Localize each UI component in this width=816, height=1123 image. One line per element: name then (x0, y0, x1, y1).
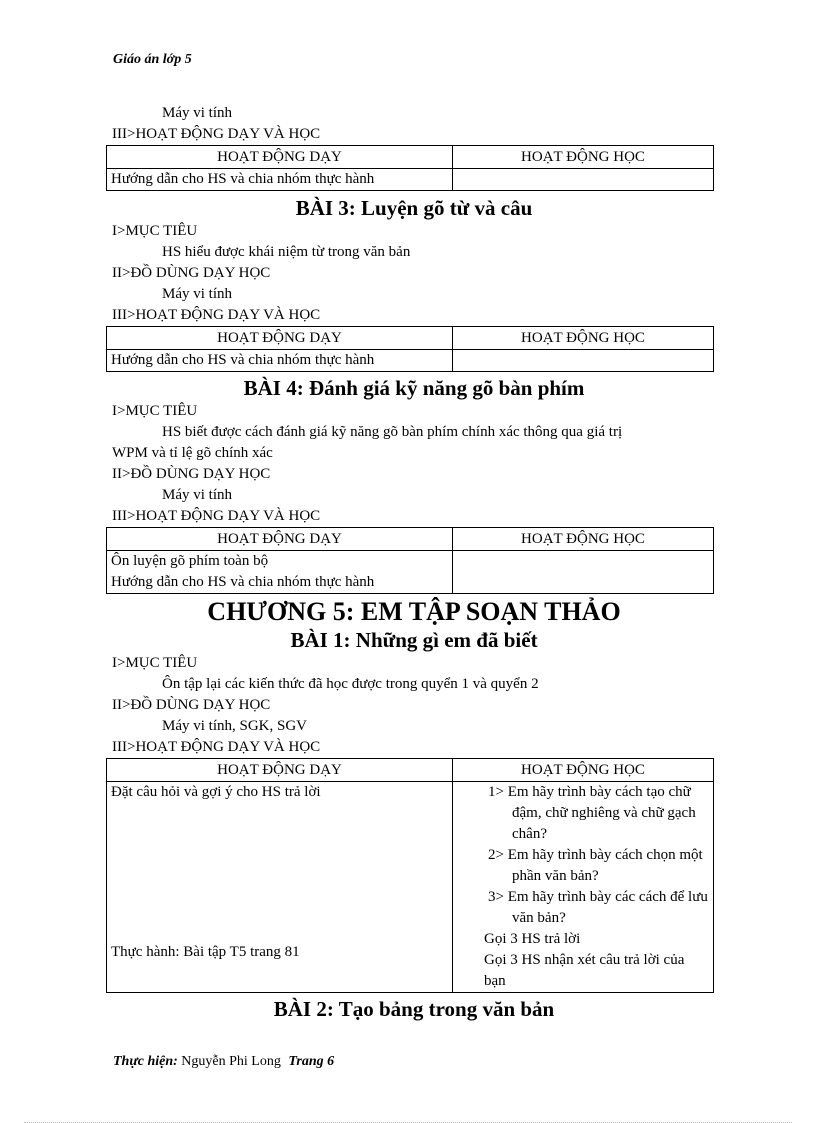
learn-column-header: HOẠT ĐỘNG HỌC (453, 146, 714, 169)
tools-heading: II>ĐỒ DÙNG DẠY HỌC (112, 697, 271, 713)
tools-heading: II>ĐỒ DÙNG DẠY HỌC (112, 265, 271, 281)
teach-column-header: HOẠT ĐỘNG DẠY (107, 528, 453, 551)
document-body (112, 103, 716, 1022)
activities-heading: III>HOẠT ĐỘNG DẠY VÀ HỌC (112, 739, 321, 755)
footer-author: Nguyễn Phi Long (181, 1054, 281, 1069)
goal-text: HS hiểu được khái niệm từ trong văn bản (162, 244, 411, 260)
page-header: Giáo án lớp 5 (113, 52, 192, 67)
activity-table-3 (106, 527, 714, 594)
question-item-1: 1> Em hãy trình bày cách tạo chữ đậm, chữ nghiêng và chữ gạch chân? (488, 784, 696, 842)
learn-column-header: HOẠT ĐỘNG HỌC (453, 528, 714, 551)
learn-call-students: Gọi 3 HS trả lời (484, 931, 581, 947)
activities-heading: III>HOẠT ĐỘNG DẠY VÀ HỌC (112, 307, 321, 323)
lesson-1-title: BÀI 1: Những gì em đã biết (290, 628, 538, 652)
tools-text: Máy vi tính, SGK, SGV (162, 718, 308, 734)
learn-cell (453, 782, 714, 993)
learn-review: Gọi 3 HS nhận xét câu trả lời của bạn (484, 952, 685, 989)
activity-table-2 (106, 326, 714, 372)
teach-cell (107, 782, 453, 993)
lesson-2-title: BÀI 2: Tạo bảng trong văn bản (273, 997, 555, 1021)
tools-text: Máy vi tính (162, 487, 232, 503)
teach-cell: Hướng dẫn cho HS và chia nhóm thực hành (107, 350, 453, 372)
materials-text: Máy vi tính (162, 105, 232, 121)
teach-line-2: Hướng dẫn cho HS và chia nhóm thực hành (111, 574, 375, 590)
teach-cell: Hướng dẫn cho HS và chia nhóm thực hành (107, 169, 453, 191)
learn-column-header: HOẠT ĐỘNG HỌC (453, 327, 714, 350)
question-item-3: 3> Em hãy trình bày các cách để lưu văn bản? (488, 889, 708, 926)
learn-column-header: HOẠT ĐỘNG HỌC (453, 759, 714, 782)
learn-cell (453, 551, 714, 594)
activity-table-4 (106, 758, 714, 993)
teach-question-prompt: Đặt câu hỏi và gợi ý cho HS trả lời (111, 784, 321, 800)
activities-heading: III>HOẠT ĐỘNG DẠY VÀ HỌC (112, 126, 321, 142)
tools-text: Máy vi tính (162, 286, 232, 302)
learn-cell (453, 169, 714, 191)
teach-line-1: Ôn luyện gõ phím toàn bộ (111, 553, 269, 569)
goal-heading: I>MỤC TIÊU (112, 223, 198, 239)
goal-text: Ôn tập lại các kiến thức đã học được trong quyển 1 và quyển 2 (162, 676, 539, 692)
page-footer (113, 1054, 334, 1070)
footer-page-number: Trang 6 (288, 1054, 335, 1069)
question-item-2: 2> Em hãy trình bày cách chọn một phần văn bản? (488, 847, 703, 884)
teach-cell (107, 551, 453, 594)
tools-heading: II>ĐỒ DÙNG DẠY HỌC (112, 466, 271, 482)
goal-heading: I>MỤC TIÊU (112, 403, 198, 419)
lesson-4-title: BÀI 4: Đánh giá kỹ năng gõ bàn phím (243, 376, 585, 400)
activities-heading: III>HOẠT ĐỘNG DẠY VÀ HỌC (112, 508, 321, 524)
chapter-5-title: CHƯƠNG 5: EM TẬP SOẠN THẢO (207, 597, 621, 626)
learn-cell (453, 350, 714, 372)
lesson-3-title: BÀI 3: Luyện gõ từ và câu (295, 196, 533, 220)
question-list (457, 782, 709, 929)
goal-text-line1: HS biết được cách đánh giá kỹ năng gõ bàn phím chính xác thông qua giá trị (162, 424, 623, 440)
teach-column-header: HOẠT ĐỘNG DẠY (107, 759, 453, 782)
teach-column-header: HOẠT ĐỘNG DẠY (107, 327, 453, 350)
goal-heading: I>MỤC TIÊU (112, 655, 198, 671)
goal-text-line2: WPM và tỉ lệ gõ chính xác (112, 445, 273, 461)
teach-practice: Thực hành: Bài tập T5 trang 81 (111, 944, 300, 960)
activity-table-1 (106, 145, 714, 191)
footer-label: Thực hiện: (113, 1054, 178, 1069)
teach-column-header: HOẠT ĐỘNG DẠY (107, 146, 453, 169)
